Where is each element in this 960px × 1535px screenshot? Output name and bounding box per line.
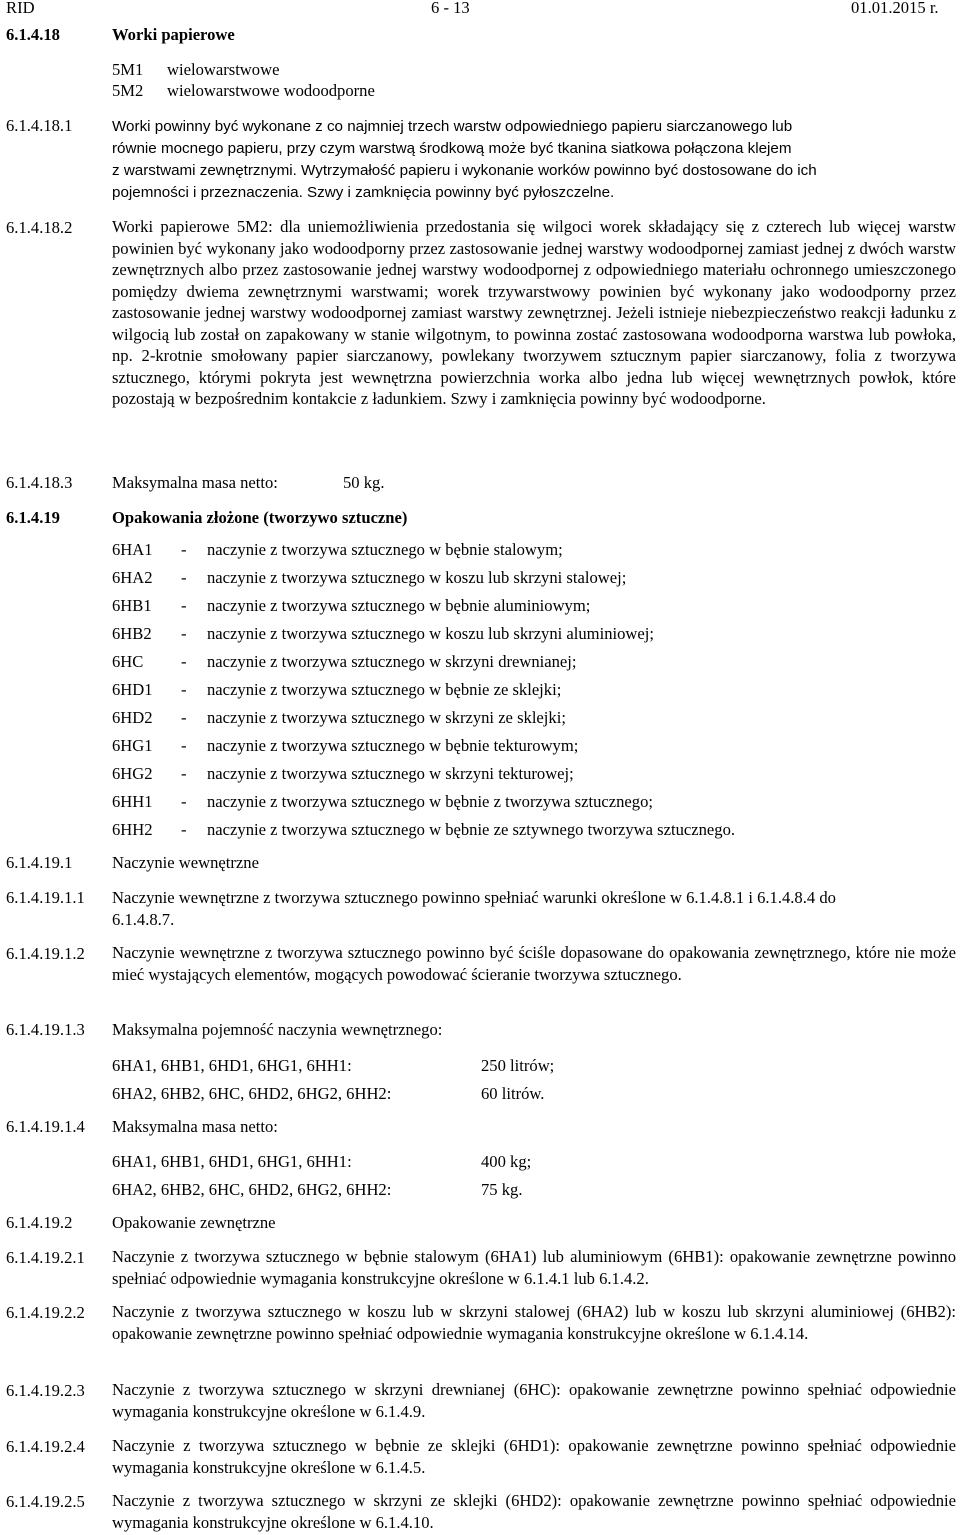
- type-code: 5M2: [112, 81, 144, 100]
- code-description: naczynie z tworzywa sztucznego w bębnie aluminiowym;: [207, 596, 591, 615]
- code-dash: -: [181, 764, 187, 783]
- code-dash: -: [181, 792, 187, 811]
- capacity-key: 6HA2, 6HB2, 6HC, 6HD2, 6HG2, 6HH2:: [112, 1084, 392, 1103]
- code-dash: -: [181, 680, 187, 699]
- code-item: 6HA1: [112, 540, 153, 559]
- subsection-title: Maksymalna masa netto:: [112, 1117, 278, 1136]
- code-description: naczynie z tworzywa sztucznego w koszu lub skrzyni aluminiowej;: [207, 624, 654, 643]
- paragraph-text: Naczynie z tworzywa sztucznego w bębnie ze sklejki (6HD1): opakowanie zewnętrzne powinno spełniać odpowiednie wymagania konstrukcyjne określone w 6.1.4.5.: [112, 1436, 956, 1477]
- code-item: 6HD2: [112, 708, 153, 727]
- max-mass-value: 50 kg.: [343, 473, 385, 492]
- capacity-value: 60 litrów.: [481, 1084, 545, 1103]
- section-title: Worki papierowe: [112, 25, 235, 44]
- header-doc-name: RID: [6, 0, 35, 17]
- header-page-number: 6 - 13: [431, 0, 470, 17]
- paragraph-number: 6.1.4.19.1.3: [6, 1020, 85, 1039]
- code-dash: -: [181, 708, 187, 727]
- code-item: 6HB2: [112, 624, 152, 643]
- paragraph-number: 6.1.4.19.1.4: [6, 1117, 85, 1136]
- paragraph-number: 6.1.4.19.2.5: [6, 1492, 85, 1511]
- code-description: naczynie z tworzywa sztucznego w bębnie tekturowym;: [207, 736, 579, 755]
- subsection-title: Maksymalna pojemność naczynia wewnętrznego:: [112, 1020, 443, 1039]
- header-date: 01.01.2015 r.: [851, 0, 939, 17]
- paragraph-text: Worki papierowe 5M2: dla uniemożliwienia przedostania się wilgoci worek składający się z czterech lub więcej warstw powinien być wykonany jako wodoodporny przez zastosowanie jednej warstwy wodoodpornej zamiast jednej z dwóch warstw zewnętrznych albo przez zastosowanie jednej warstwy wodoodpornej z odpowiedniego materiału ochronnego umieszczonego pomiędzy dwiema zewnętrznymi warstwami; worek trzywarstwowy powinien być wykonany jako wodoodporny przez zastosowanie jednej warstwy wodoodpornej zamiast warstwy zewnętrznej. Jeżeli istnieje niebezpieczeństwo reakcji ładunku z wilgocią lub został on zapakowany w stanie wilgotnym, to powinna zostać zastosowana wodoodporna warstwa lub powłoka, np. 2-krotnie smołowany papier siarczanowy, powlekany tworzywem sztucznym papier siarczanowy, folia z tworzywa sztucznego, którymi pokryta jest wewnętrzna powierzchnia worka albo jedna lub więcej wewnętrznych powłok, które pozostają w bezpośrednim kontakcie z ładunkiem. Szwy i zamknięcia powinny być wodoodporne.: [112, 217, 956, 408]
- code-item: 6HB1: [112, 596, 152, 615]
- code-description: naczynie z tworzywa sztucznego w bębnie ze sztywnego tworzywa sztucznego.: [207, 820, 736, 839]
- paragraph-number: 6.1.4.19.2: [6, 1213, 73, 1232]
- paragraph-line: pojemności i przeznaczenia. Szwy i zamknięcia powinny być pyłoszczelne.: [112, 184, 615, 201]
- paragraph-number: 6.1.4.18.3: [6, 473, 73, 492]
- code-description: naczynie z tworzywa sztucznego w bębnie ze sklejki;: [207, 680, 562, 699]
- paragraph-number: 6.1.4.19.2.1: [6, 1248, 85, 1267]
- code-item: 6HA2: [112, 568, 153, 587]
- code-description: naczynie z tworzywa sztucznego w skrzyni tekturowej;: [207, 764, 574, 783]
- type-description: wielowarstwowe: [167, 60, 280, 79]
- paragraph-number: 6.1.4.19.2.4: [6, 1437, 85, 1456]
- paragraph-number: 6.1.4.19.2.2: [6, 1303, 85, 1322]
- section-title: Opakowania złożone (tworzywo sztuczne): [112, 508, 408, 527]
- paragraph-text: Naczynie z tworzywa sztucznego w bębnie stalowym (6HA1) lub aluminiowym (6HB1): opakowanie zewnętrzne powinno spełniać odpowiednie wymagania konstrukcyjne określone w 6.1.4.1 lub 6.1.4.2.: [112, 1247, 956, 1288]
- code-dash: -: [181, 540, 187, 559]
- paragraph-line: Naczynie wewnętrzne z tworzywa sztucznego powinno spełniać warunki określone w 6.1.4.8.1 i 6.1.4.8.4 do: [112, 888, 836, 907]
- paragraph-line: 6.1.4.8.7.: [112, 910, 175, 929]
- paragraph-number: 6.1.4.18.1: [6, 116, 73, 135]
- paragraph-text: Naczynie z tworzywa sztucznego w skrzyni ze sklejki (6HD2): opakowanie zewnętrzne powinno spełniać odpowiednie wymagania konstrukcyjne określone w 6.1.4.10.: [112, 1491, 956, 1532]
- code-item: 6HH2: [112, 820, 153, 839]
- code-dash: -: [181, 596, 187, 615]
- section-number: 6.1.4.18: [6, 25, 60, 44]
- code-dash: -: [181, 568, 187, 587]
- paragraph-line: Worki powinny być wykonane z co najmniej trzech warstw odpowiedniego papieru siarczanowego lub: [112, 118, 793, 135]
- paragraph-text: Naczynie z tworzywa sztucznego w skrzyni drewnianej (6HC): opakowanie zewnętrzne powinno spełniać odpowiednie wymagania konstrukcyjne określone w 6.1.4.9.: [112, 1380, 956, 1421]
- type-description: wielowarstwowe wodoodporne: [167, 81, 375, 100]
- mass-key: 6HA2, 6HB2, 6HC, 6HD2, 6HG2, 6HH2:: [112, 1180, 392, 1199]
- code-description: naczynie z tworzywa sztucznego w bębnie z tworzywa sztucznego;: [207, 792, 653, 811]
- paragraph-line: równie mocnego papieru, przy czym warstwą środkową może być tkanina siatkowa połączona klejem: [112, 140, 792, 157]
- mass-key: 6HA1, 6HB1, 6HD1, 6HG1, 6HH1:: [112, 1152, 352, 1171]
- code-description: naczynie z tworzywa sztucznego w koszu lub skrzyni stalowej;: [207, 568, 627, 587]
- paragraph-number: 6.1.4.19.1.1: [6, 888, 85, 907]
- paragraph-text: Naczynie wewnętrzne z tworzywa sztucznego powinno być ściśle dopasowane do opakowania zewnętrznego, które nie może mieć wystających elementów, mogących powodować ścieranie tworzywa sztucznego.: [112, 943, 956, 984]
- subsection-title: Opakowanie zewnętrzne: [112, 1213, 276, 1232]
- capacity-key: 6HA1, 6HB1, 6HD1, 6HG1, 6HH1:: [112, 1056, 352, 1075]
- type-code: 5M1: [112, 60, 144, 79]
- paragraph-number: 6.1.4.19.1: [6, 853, 73, 872]
- code-item: 6HG2: [112, 764, 153, 783]
- code-item: 6HH1: [112, 792, 153, 811]
- paragraph-number: 6.1.4.18.2: [6, 218, 73, 237]
- mass-value: 400 kg;: [481, 1152, 532, 1171]
- code-dash: -: [181, 652, 187, 671]
- code-item: 6HC: [112, 652, 144, 671]
- code-description: naczynie z tworzywa sztucznego w skrzyni drewnianej;: [207, 652, 577, 671]
- code-description: naczynie z tworzywa sztucznego w skrzyni ze sklejki;: [207, 708, 566, 727]
- code-description: naczynie z tworzywa sztucznego w bębnie stalowym;: [207, 540, 563, 559]
- paragraph-number: 6.1.4.19.1.2: [6, 944, 85, 963]
- code-item: 6HG1: [112, 736, 153, 755]
- code-item: 6HD1: [112, 680, 153, 699]
- capacity-value: 250 litrów;: [481, 1056, 555, 1075]
- max-mass-label: Maksymalna masa netto:: [112, 473, 278, 492]
- mass-value: 75 kg.: [481, 1180, 523, 1199]
- section-number: 6.1.4.19: [6, 508, 60, 527]
- paragraph-number: 6.1.4.19.2.3: [6, 1381, 85, 1400]
- code-dash: -: [181, 624, 187, 643]
- paragraph-text: Naczynie z tworzywa sztucznego w koszu lub w skrzyni stalowej (6HA2) lub w koszu lub skrzyni aluminiowej (6HB2): opakowanie zewnętrzne powinno spełniać odpowiednie wymagania konstrukcyjne określone w 6.1.4.14.: [112, 1302, 956, 1343]
- code-dash: -: [181, 736, 187, 755]
- code-dash: -: [181, 820, 187, 839]
- subsection-title: Naczynie wewnętrzne: [112, 853, 259, 872]
- paragraph-line: z warstwami zewnętrznymi. Wytrzymałość papieru i wykonanie worków powinno być dostosowane do ich: [112, 162, 817, 179]
